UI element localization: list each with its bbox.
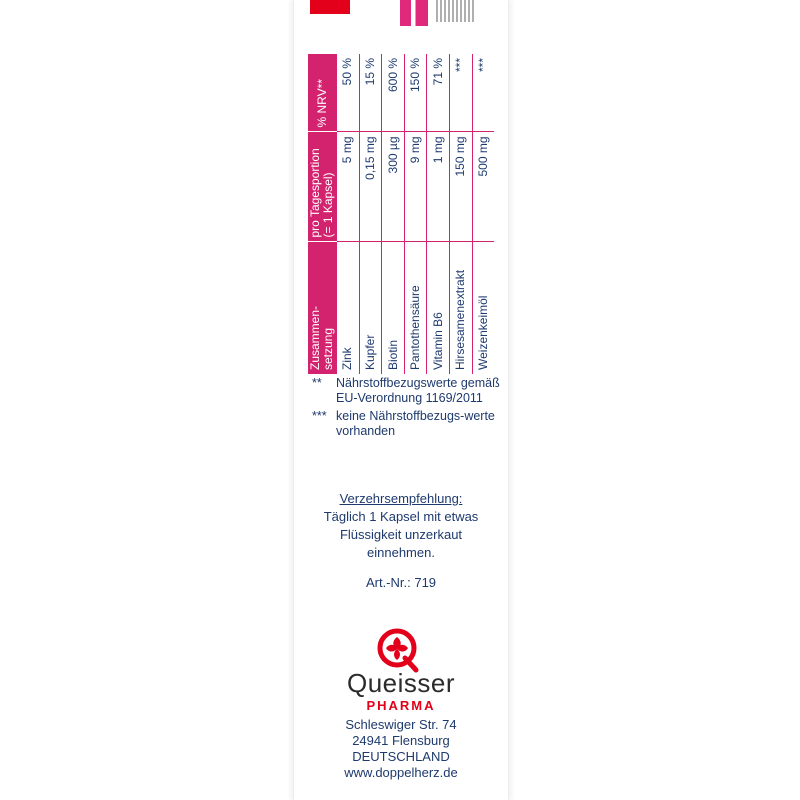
usage-line: einnehmen. <box>367 545 435 560</box>
ingredient-name: Vitamin B6 <box>427 242 450 374</box>
ingredient-name: Pantothensäure <box>404 242 427 374</box>
ingredient-nrv: 15 % <box>359 54 382 132</box>
table-row <box>450 54 473 374</box>
brand-name: Queisser <box>346 668 456 698</box>
ingredient-name: Weizenkeimöl <box>472 242 494 374</box>
table-row <box>337 54 360 374</box>
red-brand-block <box>310 0 350 14</box>
ingredient-amount: 0,15 mg <box>359 132 382 242</box>
table-row <box>427 54 450 374</box>
product-name-fragment <box>400 0 428 26</box>
address-line: DEUTSCHLAND <box>352 749 450 764</box>
ingredient-name: Kupfer <box>359 242 382 374</box>
footnotes <box>312 376 502 442</box>
ingredient-amount: 5 mg <box>337 132 360 242</box>
table-header-row <box>308 54 337 374</box>
ingredient-name: Biotin <box>382 242 405 374</box>
nutrition-table <box>308 54 494 374</box>
header-nrv: % NRV** <box>308 54 337 132</box>
ingredient-nrv: *** <box>450 54 473 132</box>
footnote-nrv <box>312 376 502 406</box>
top-label-strip <box>294 0 508 34</box>
ingredient-name: Hirsesamenextrakt <box>450 242 473 374</box>
ingredient-nrv: 71 % <box>427 54 450 132</box>
ingredient-amount: 1 mg <box>427 132 450 242</box>
footnote-no-nrv <box>312 409 502 439</box>
ingredient-amount: 500 mg <box>472 132 494 242</box>
table-row <box>382 54 405 374</box>
footnote-text: keine Nährstoffbezugs-werte vorhanden <box>336 409 495 438</box>
usage-line: Täglich 1 Kapsel mit etwas <box>323 509 479 524</box>
ingredient-name: Zink <box>337 242 360 374</box>
ingredient-nrv: 600 % <box>382 54 405 132</box>
footnote-mark: ** <box>312 376 322 390</box>
ingredient-nrv: 150 % <box>404 54 427 132</box>
ingredient-amount: 9 mg <box>404 132 427 242</box>
ingredient-amount: 300 µg <box>382 132 405 242</box>
footnote-mark: *** <box>312 409 327 423</box>
package-side-panel <box>293 0 509 800</box>
usage-line: Flüssigkeit unzerkaut <box>339 527 463 542</box>
nutrition-table-rotated <box>308 54 494 374</box>
brand-subtitle: PHARMA <box>366 698 436 713</box>
usage-heading: Verzehrsempfehlung: <box>339 491 463 506</box>
product-subtitle-fragment <box>436 0 476 22</box>
website: www.doppelherz.de <box>344 765 458 780</box>
usage-recommendation <box>294 490 508 562</box>
footnote-text: Nährstoffbezugswerte gemäß EU-Verordnung 1169/2011 <box>336 376 500 405</box>
address-line: 24941 Flensburg <box>352 733 450 748</box>
ingredient-nrv: *** <box>472 54 494 132</box>
header-daily-portion: pro Tagesportion (= 1 Kapsel) <box>308 132 337 242</box>
ingredient-nrv: 50 % <box>337 54 360 132</box>
company-address <box>294 717 508 781</box>
address-line: Schleswiger Str. 74 <box>345 717 457 732</box>
header-composition: Zusammen- setzung <box>308 242 337 374</box>
ingredient-amount: 150 mg <box>450 132 473 242</box>
table-row <box>472 54 494 374</box>
table-row <box>359 54 382 374</box>
article-number: Art.-Nr.: 719 <box>365 575 437 590</box>
table-row <box>404 54 427 374</box>
